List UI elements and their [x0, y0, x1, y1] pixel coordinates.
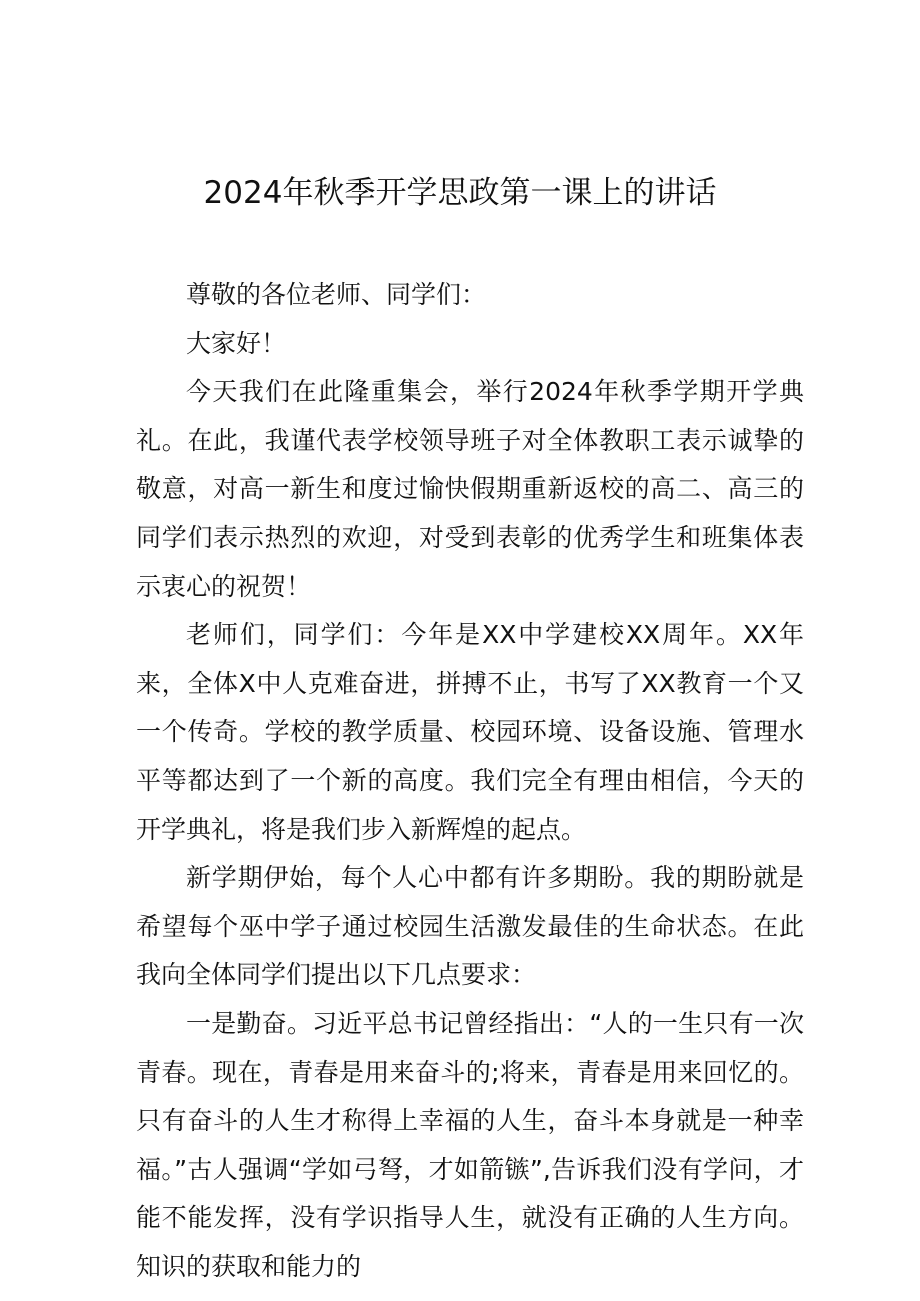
- opening-paragraph: 今天我们在此隆重集会，举行2024年秋季学期开学典礼。在此，我谨代表学校领导班子对全体教职工表示诚挚的敬意，对高一新生和度过愉快假期重新返校的高二、高三的同学们表示热烈的欢迎，对受到表彰的优秀学生和班集体表示衷心的祝贺！: [136, 377, 804, 601]
- diligence-paragraph: 一是勤奋。习近平总书记曾经指出：“人的一生只有一次青春。现在，青春是用来奋斗的;将来，青春是用来回忆的。只有奋斗的人生才称得上幸福的人生，奋斗本身就是一种幸福。”古人强调“学如弓弩，才如箭镞”,告诉我们没有学问，才能不能发挥，没有学识指导人生，就没有正确的人生方向。知识的获取和能力的: [136, 1008, 804, 1281]
- document-body: [136, 271, 804, 1291]
- salutation-paragraph: 尊敬的各位老师、同学们：: [186, 280, 487, 309]
- document-title: 2024年秋季开学思政第一课上的讲话: [203, 175, 717, 211]
- expectation-paragraph: 新学期伊始，每个人心中都有许多期盼。我的期盼就是希望每个巫中学子通过校园生活激发最佳的生命状态。在此我向全体同学们提出以下几点要求：: [136, 863, 804, 990]
- greeting-paragraph: 大家好！: [186, 328, 287, 358]
- anniversary-paragraph: 老师们，同学们：今年是XX中学建校XX周年。XX年来，全体X中人克难奋进，拼搏不止，书写了XX教育一个又一个传奇。学校的教学质量、校园环境、设备设施、管理水平等都达到了一个新的高度。我们完全有理由相信，今天的开学典礼，将是我们步入新辉煌的起点。: [136, 620, 804, 844]
